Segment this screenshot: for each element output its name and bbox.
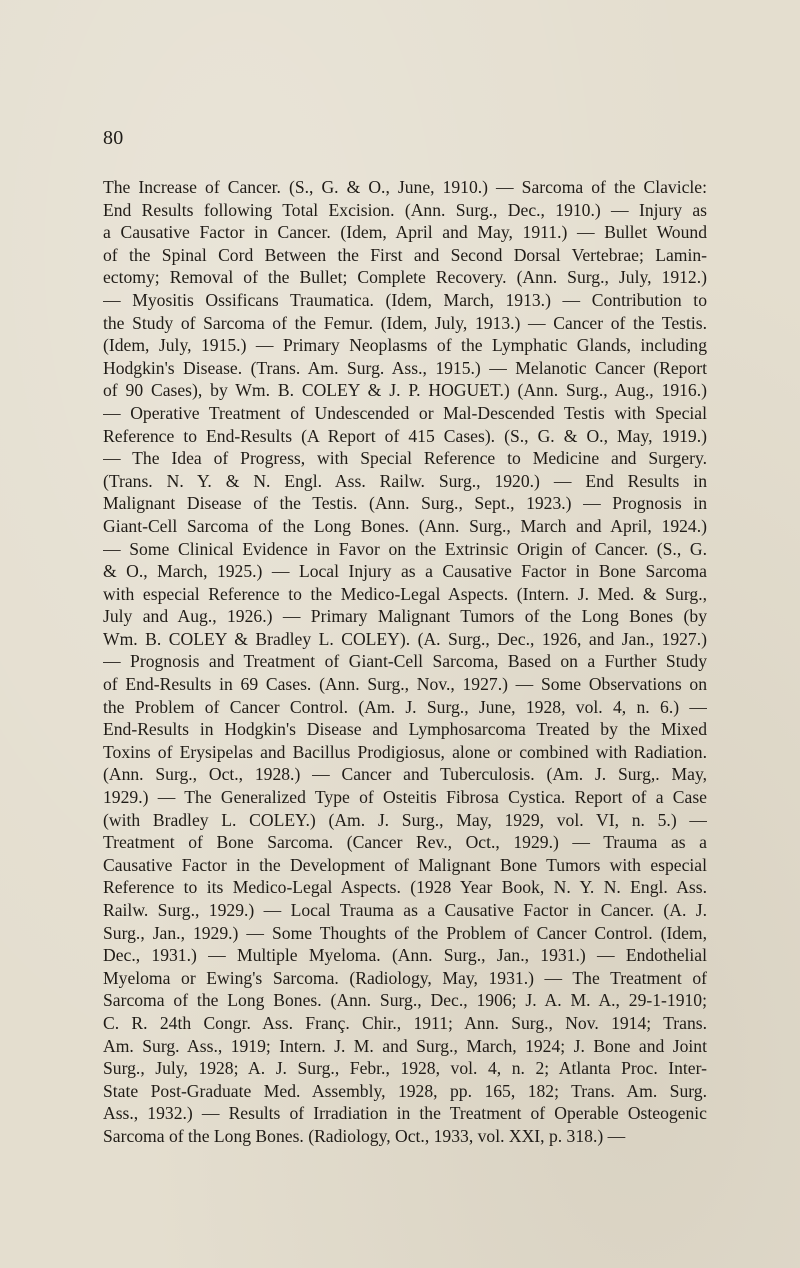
text-line: (Ann. Surg., Oct., 1928.) — Cancer and Tuberculosis. (Am. J. Surg,. May, [103,764,707,785]
text-line: Railw. Surg., 1929.) — Local Trauma as a Causative Factor in Cancer. (A. J. [103,900,707,920]
text-line: Surg., Jan., 1929.) — Some Thoughts of the Problem of Cancer Control. (Idem, [103,922,707,943]
text-line: End-Results in Hodgkin's Disease and Lymphosarcoma Treated by the Mixed [103,719,707,740]
text-line: Malignant Disease of the Testis. (Ann. Surg., Sept., 1923.) — Prognosis in [103,493,707,514]
text-line: The Increase of Cancer. (S., G. & O., June, 1910.) — Sarcoma of the Clavicle: [103,177,707,197]
text-line: Surg., July, 1928; A. J. Surg., Febr., 1928, vol. 4, n. 2; Atlanta Proc. Inter- [103,1058,707,1079]
text-line: Hodgkin's Disease. (Trans. Am. Surg. Ass., 1915.) — Melanotic Cancer (Report [103,357,707,378]
text-line: Treatment of Bone Sarcoma. (Cancer Rev., Oct., 1929.) — Trauma as a [103,832,707,853]
text-line: C. R. 24th Congr. Ass. Franç. Chir., 1911; Ann. Surg., Nov. 1914; Trans. [103,1012,707,1033]
text-line: of the Spinal Cord Between the First and Second Dorsal Vertebrae; Lamin- [103,244,707,265]
text-line: & O., March, 1925.) — Local Injury as a Causative Factor in Bone Sarcoma [103,561,707,582]
text-line: — Operative Treatment of Undescended or Mal-Descended Testis with Special [103,402,707,423]
text-line: — Prognosis and Treatment of Giant-Cell Sarcoma, Based on a Further Study [103,651,707,672]
text-line: — Some Clinical Evidence in Favor on the Extrinsic Origin of Cancer. (S., G. [103,538,707,559]
text-line: Giant-Cell Sarcoma of the Long Bones. (Ann. Surg., March and April, 1924.) [103,515,707,536]
text-line: Dec., 1931.) — Multiple Myeloma. (Ann. Surg., Jan., 1931.) — Endothelial [103,945,707,966]
bibliography-paragraph [103,176,707,1148]
text-line: State Post-Graduate Med. Assembly, 1928, pp. 165, 182; Trans. Am. Surg. [103,1080,707,1101]
text-line: Reference to its Medico-Legal Aspects. (1928 Year Book, N. Y. N. Engl. Ass. [103,877,707,898]
text-line: of 90 Cases), by Wm. B. COLEY & J. P. HOGUET.) (Ann. Surg., Aug., 1916.) [103,380,707,401]
text-line: Am. Surg. Ass., 1919; Intern. J. M. and Surg., March, 1924; J. Bone and Joint [103,1035,707,1056]
text-line: — The Idea of Progress, with Special Reference to Medicine and Surgery. [103,448,707,469]
text-line: of End-Results in 69 Cases. (Ann. Surg., Nov., 1927.) — Some Observations on [103,674,707,695]
text-line: the Study of Sarcoma of the Femur. (Idem, July, 1913.) — Cancer of the Testis. [103,312,707,333]
page-number: 80 [103,127,124,149]
text-line: (Trans. N. Y. & N. Engl. Ass. Railw. Surg., 1920.) — End Results in [103,470,707,491]
text-line: Causative Factor in the Development of Malignant Bone Tumors with especial [103,854,707,875]
text-line: with especial Reference to the Medico-Legal Aspects. (Intern. J. Med. & Surg., [103,583,707,604]
text-line: Reference to End-Results (A Report of 415 Cases). (S., G. & O., May, 1919.) [103,425,707,446]
text-line: ectomy; Removal of the Bullet; Complete Recovery. (Ann. Surg., July, 1912.) [103,267,707,288]
text-line: 1929.) — The Generalized Type of Osteitis Fibrosa Cystica. Report of a Case [103,787,707,808]
text-line: the Problem of Cancer Control. (Am. J. Surg., June, 1928, vol. 4, n. 6.) — [103,696,707,717]
text-line: End Results following Total Excision. (Ann. Surg., Dec., 1910.) — Injury as [103,199,707,220]
text-line: Sarcoma of the Long Bones. (Radiology, Oct., 1933, vol. XXI, p. 318.) — [103,1125,626,1146]
text-line: Ass., 1932.) — Results of Irradiation in the Treatment of Operable Osteogenic [103,1103,707,1124]
text-line: Wm. B. COLEY & Bradley L. COLEY). (A. Surg., Dec., 1926, and Jan., 1927.) [103,628,707,649]
text-line: — Myositis Ossificans Traumatica. (Idem, March, 1913.) — Contribution to [103,289,707,310]
text-line: a Causative Factor in Cancer. (Idem, April and May, 1911.) — Bullet Wound [103,222,707,243]
text-line: Toxins of Erysipelas and Bacillus Prodigiosus, alone or combined with Radiation. [103,741,707,762]
text-line: (Idem, July, 1915.) — Primary Neoplasms of the Lymphatic Glands, including [103,335,707,356]
text-line: (with Bradley L. COLEY.) (Am. J. Surg., May, 1929, vol. VI, n. 5.) — [103,809,707,830]
text-line: July and Aug., 1926.) — Primary Malignant Tumors of the Long Bones (by [103,606,707,627]
text-line: Sarcoma of the Long Bones. (Ann. Surg., Dec., 1906; J. A. M. A., 29-1-1910; [103,990,707,1011]
text-line: Myeloma or Ewing's Sarcoma. (Radiology, May, 1931.) — The Treatment of [103,967,707,988]
